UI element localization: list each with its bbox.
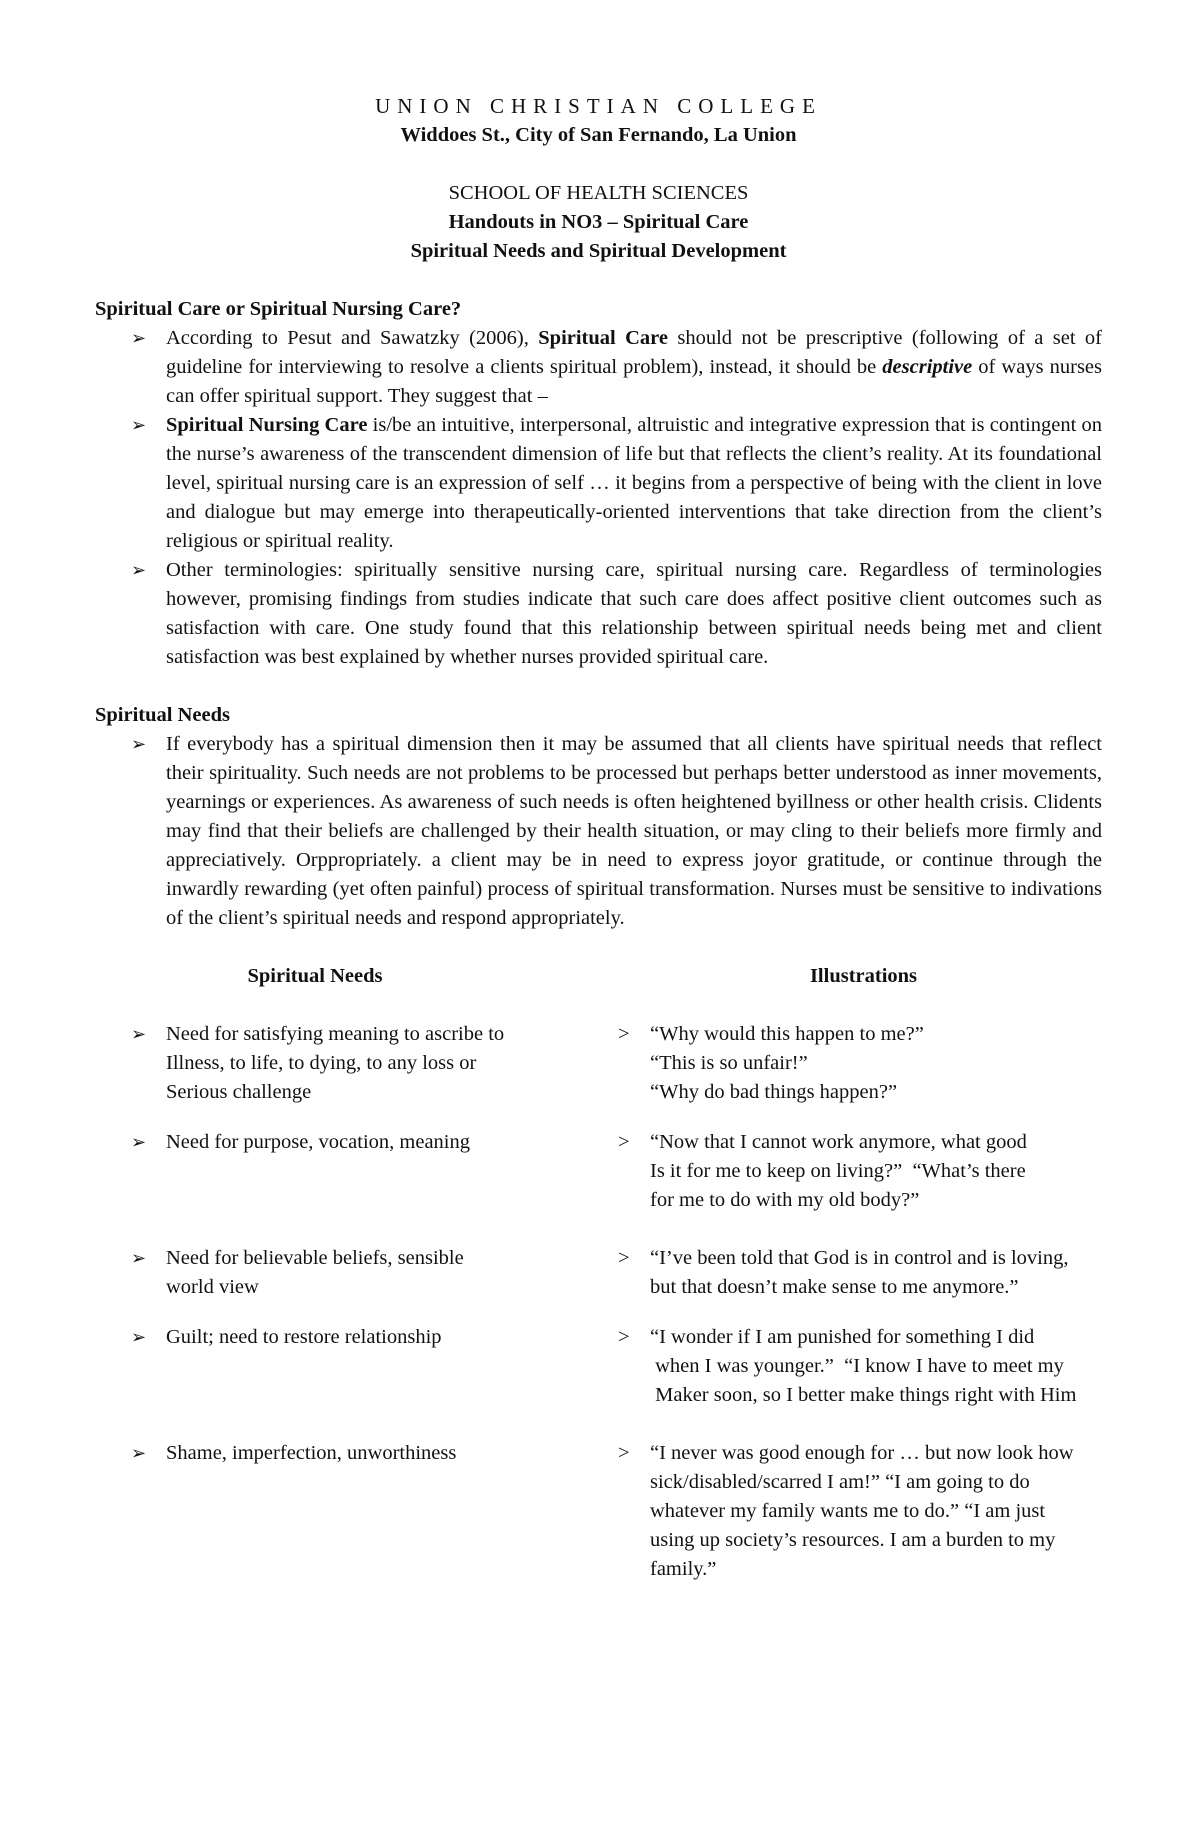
- illustration-text-line: “I never was good enough for … but now look how: [650, 1442, 1074, 1464]
- handout-topic: Spiritual Needs and Spiritual Development: [410, 240, 787, 262]
- section-title: Spiritual Needs: [95, 704, 230, 726]
- need-text-line: Need for purpose, vocation, meaning: [166, 1131, 470, 1153]
- gt-bullet-icon: >: [618, 1247, 630, 1269]
- needs-table-header: [95, 962, 1102, 991]
- illustration-cell: [618, 1128, 1102, 1215]
- need-cell: [95, 1323, 618, 1410]
- table-row: [95, 1439, 1102, 1584]
- need-cell: [95, 1244, 618, 1302]
- illustration-text-line: “I wonder if I am punished for something I did: [650, 1326, 1035, 1348]
- illustration-text-line: whatever my family wants me to do.” “I am just: [650, 1500, 1046, 1522]
- illustration-cell: [618, 1244, 1102, 1302]
- list-item: ➢ If everybody has a spiritual dimension then it may be assumed that all clients have spiritual needs that reflect their spirituality. Such needs are not problems to be processed but perhaps better understood as inner movements, yearnings or experiences. As awareness of such needs is often heightened byillness or other health crisis. Clidents may find that their beliefs are challenged by their health situation, or may cling to their beliefs more firmly and appreciatively. Orppropriately. a client may be in need to express joyor gratitude, or continue through the inwardly rewarding (yet often painful) process of spiritual transformation. Nurses must be sensitive to indivations of the client’s spiritual needs and respond appropriately.: [95, 730, 1102, 933]
- need-cell: [95, 1128, 618, 1215]
- arrow-bullet-icon: ➢: [131, 328, 147, 348]
- need-text-line: Illness, to life, to dying, to any loss or: [166, 1052, 477, 1074]
- illustration-text-line: Maker soon, so I better make things right with Him: [650, 1384, 1077, 1406]
- need-text-line: world view: [166, 1276, 259, 1298]
- arrow-bullet-icon: ➢: [131, 1248, 147, 1268]
- illustration-text-line: “Now that I cannot work anymore, what good: [650, 1131, 1027, 1153]
- bullet-list: [95, 324, 1102, 672]
- need-cell: [95, 1439, 618, 1584]
- school-name: SCHOOL OF HEALTH SCIENCES: [448, 182, 749, 204]
- illustration-text-line: “Why do bad things happen?”: [650, 1081, 898, 1103]
- gt-bullet-icon: >: [618, 1131, 630, 1153]
- need-text-line: Serious challenge: [166, 1081, 312, 1103]
- arrow-bullet-icon: ➢: [131, 560, 147, 580]
- need-text-line: Need for believable beliefs, sensible: [166, 1247, 464, 1269]
- need-text-line: Need for satisfying meaning to ascribe to: [166, 1023, 505, 1045]
- document-header: [95, 92, 1102, 266]
- list-item: ➢ Spiritual Nursing Care is/be an intuitive, interpersonal, altruistic and integrative expression that is contingent on the nurse’s awareness of the transcendent dimension of life but that reflects the client’s reality. At its foundational level, spiritual nursing care is an expression of self … it begins from a perspective of being with the client in love and dialogue but may emerge into therapeutically-oriented interventions that take direction from the client’s religious or spiritual reality.: [95, 411, 1102, 556]
- gt-bullet-icon: >: [618, 1326, 630, 1348]
- illustration-text-line: for me to do with my old body?”: [650, 1189, 920, 1211]
- section-spiritual-needs: [95, 701, 1102, 933]
- illustration-text-line: family.”: [650, 1558, 717, 1580]
- illustration-text-line: “Why would this happen to me?”: [650, 1023, 924, 1045]
- arrow-bullet-icon: ➢: [131, 1327, 147, 1347]
- need-text-line: Shame, imperfection, unworthiness: [166, 1442, 457, 1464]
- illustration-cell: [618, 1439, 1102, 1584]
- column-header-illustrations: Illustrations: [809, 965, 918, 987]
- illustration-cell: [618, 1020, 1102, 1107]
- need-text-line: Guilt; need to restore relationship: [166, 1326, 442, 1348]
- table-row: [95, 1020, 1102, 1107]
- illustration-text-line: using up society’s resources. I am a burden to my: [650, 1529, 1056, 1551]
- section-title: Spiritual Care or Spiritual Nursing Care?: [95, 298, 462, 320]
- arrow-bullet-icon: ➢: [131, 415, 147, 435]
- bullet-list: [95, 730, 1102, 933]
- table-row: [95, 1128, 1102, 1215]
- illustration-text-line: Is it for me to keep on living?” “What’s there: [650, 1160, 1026, 1182]
- list-item: ➢ According to Pesut and Sawatzky (2006), Spiritual Care should not be prescriptive (following of a set of guideline for interviewing to resolve a clients spiritual problem), instead, it should be descriptive of ways nurses can offer spiritual support. They suggest that –: [95, 324, 1102, 411]
- illustration-text-line: “I’ve been told that God is in control and is loving,: [650, 1247, 1069, 1269]
- table-row: [95, 1323, 1102, 1410]
- illustration-cell: [618, 1323, 1102, 1410]
- gt-bullet-icon: >: [618, 1023, 630, 1045]
- college-name: UNION CHRISTIAN COLLEGE: [375, 94, 822, 118]
- table-row: [95, 1244, 1102, 1302]
- section-spiritual-care: [95, 295, 1102, 672]
- arrow-bullet-icon: ➢: [131, 1132, 147, 1152]
- need-cell: [95, 1020, 618, 1107]
- gt-bullet-icon: >: [618, 1442, 630, 1464]
- college-address: Widdoes St., City of San Fernando, La Union: [400, 124, 797, 146]
- arrow-bullet-icon: ➢: [131, 734, 147, 754]
- list-item: ➢ Other terminologies: spiritually sensitive nursing care, spiritual nursing care. Regardless of terminologies however, promising findings from studies indicate that such care does affect positive client outcomes such as satisfaction with care. One study found that this relationship between spiritual needs being met and client satisfaction was best explained by whether nurses provided spiritual care.: [95, 556, 1102, 672]
- illustration-text-line: when I was younger.” “I know I have to meet my: [650, 1355, 1064, 1377]
- illustration-text-line: sick/disabled/scarred I am!” “I am going to do: [650, 1471, 1030, 1493]
- handout-title: Handouts in NO3 – Spiritual Care: [448, 211, 749, 233]
- arrow-bullet-icon: ➢: [131, 1024, 147, 1044]
- arrow-bullet-icon: ➢: [131, 1443, 147, 1463]
- column-header-needs: Spiritual Needs: [247, 965, 383, 987]
- needs-table: [95, 1020, 1102, 1584]
- illustration-text-line: but that doesn’t make sense to me anymore.”: [650, 1276, 1019, 1298]
- illustration-text-line: “This is so unfair!”: [650, 1052, 808, 1074]
